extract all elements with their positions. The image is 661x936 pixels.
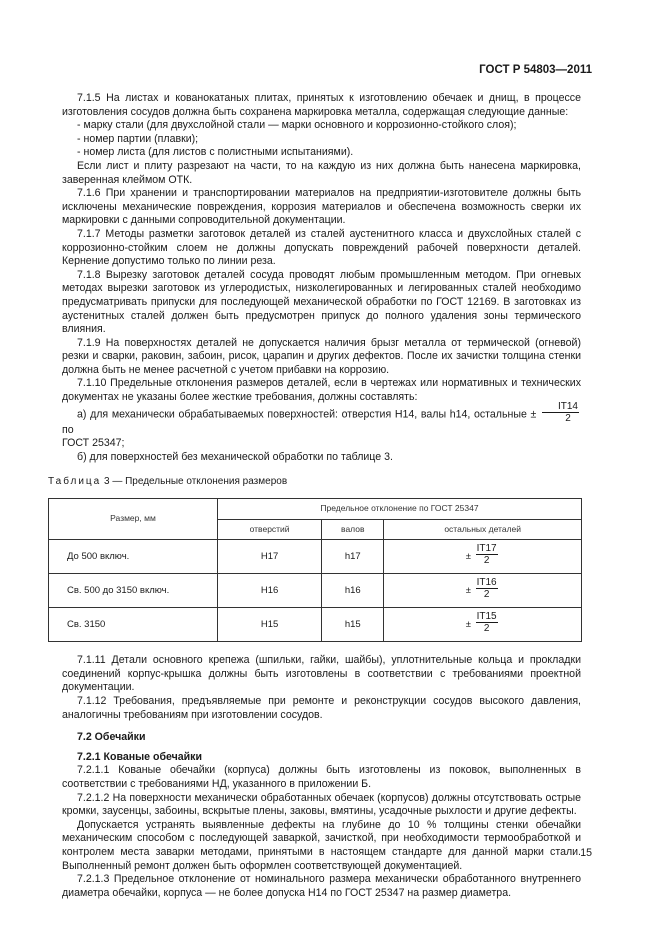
deviation-table <box>48 498 582 642</box>
plus-minus: ± <box>465 619 471 631</box>
paragraph-7-1-10-b: б) для поверхностей без механической обработки по таблице 3. <box>77 450 393 463</box>
header-size: Размер, мм <box>49 499 218 540</box>
header-holes: отверстий <box>218 519 322 540</box>
paragraph-7-2-1-3: 7.2.1.3 Предельное отклонение от номинального размера механически обработанного внутреннего диаметра обечайки, корпуса — не более допуска H14 по ГОСТ 25347 на размер диаметра. <box>62 873 581 899</box>
list-item-steel-grade: - марку стали (для двухслойной стали — марки основного и коррозионно-стойкого слоя); <box>77 119 517 132</box>
cell-size: Св. 500 до 3150 включ. <box>49 574 218 608</box>
subsection-heading-7-2-1: 7.2.1 Кованые обечайки <box>77 750 202 763</box>
table-caption-title: 3 — Предельные отклонения размеров <box>104 476 288 488</box>
fraction-numerator: IT17 <box>476 543 497 555</box>
cell-holes: H17 <box>218 540 322 574</box>
fraction-it16 <box>476 577 498 600</box>
cell-shafts: h17 <box>322 540 384 574</box>
paragraph-7-1-12: 7.1.12 Требования, предъявляемые при ремонте и реконструкции сосудов высокого давления, аналогичны требованиям при изготовлении сосудов. <box>62 695 581 721</box>
table-caption <box>48 475 581 489</box>
list-item-sheet-number: - номер листа (для листов с полистными испытаниями). <box>77 146 354 159</box>
page-number: 15 <box>580 847 592 859</box>
table-row <box>49 540 582 574</box>
paragraph-7-1-7: 7.1.7 Методы разметки заготовок деталей из сталей аустенитного класса и двухслойных сталей с коррозионно-стойким слоем не должны допускать повреждений рабочей поверхности деталей. Кернение допустимо только по линии реза. <box>62 227 581 268</box>
document-header: ГОСТ Р 54803—2011 <box>479 64 592 76</box>
header-other: остальных деталей <box>384 519 582 540</box>
plus-minus: ± <box>465 585 471 597</box>
fraction-it14 <box>542 401 579 424</box>
section-heading-7-2: 7.2 Обечайки <box>77 731 146 744</box>
cell-other <box>384 540 582 574</box>
paragraph-7-1-10-a <box>62 400 581 438</box>
plus-minus: ± <box>465 551 471 563</box>
page-body <box>48 92 581 900</box>
fraction-numerator: IT14 <box>542 401 579 413</box>
list-item-batch-number: - номер партии (плавки); <box>77 132 199 145</box>
fraction-numerator: IT15 <box>476 611 497 623</box>
table-row <box>49 608 582 642</box>
paragraph-7-2-1-2-cont: Допускается устранять выявленные дефекты на глубине до 10 % толщины стенки обечайки механическим способом с последующей заваркой, зачисткой, при необходимости термообработкой и контролем места заварки методами, принятыми в настоящем стандарте для данной марки стали. Выполненный ремонт должен быть оформлен соответствующей документацией. <box>62 818 581 872</box>
paragraph-7-1-11: 7.1.11 Детали основного крепежа (шпильки, гайки, шайбы), уплотнительные кольца и прокладки соединений корпус-крышка должны быть изготовлены в соответствии с требованиями проектной документации. <box>62 654 581 694</box>
paragraph-7-1-10: 7.1.10 Предельные отклонения размеров деталей, если в чертежах или нормативных и технических документах не указаны более жесткие требования, должны составлять: <box>62 377 581 404</box>
paragraph-7-1-9: 7.1.9 На поверхностях деталей не допускается наличия брызг металла от термической (огневой) резки и сварки, раковин, забоин, рисок, царапин и других дефектов. После их зачистки толщина стенки должна быть не менее расчетной с учетом прибавки на коррозию. <box>62 336 581 376</box>
fraction-it17 <box>476 543 498 566</box>
cell-other <box>384 574 582 608</box>
cell-holes: H15 <box>218 608 322 642</box>
paragraph-7-2-1-2: 7.2.1.2 На поверхности механически обработанных обечаек (корпусов) должны отсутствовать острые кромки, заусенцы, забоины, вскрытые плены, заковы, вмятины, усадочные рыхлости и другие дефекты. <box>62 791 581 818</box>
cell-other <box>384 608 582 642</box>
header-shafts: валов <box>322 519 384 540</box>
paragraph-7-1-6: 7.1.6 При хранении и транспортировании материалов на предприятии-изготовителе должны быть исключены механические повреждения, коррозия материалов и обеспечена возможность сверки их маркировки с данными сопроводительной документации. <box>62 187 581 227</box>
item-a-post: по <box>62 423 74 436</box>
fraction-denominator: 2 <box>483 623 490 635</box>
cell-size: Св. 3150 <box>49 608 218 642</box>
fraction-it15 <box>476 611 498 634</box>
paragraph-7-1-8: 7.1.8 Вырезку заготовок деталей сосуда проводят любым промышленным методом. При огневых методах вырезки заготовок из углеродистых, низколегированных и легированных сталей необходимо предусматривать припуски для последующей механической обработки по ГОСТ 12169. В заготовках из аустенитных сталей должен быть предусмотрен припуск до полного удаления зоны термического влияния. <box>62 268 581 336</box>
fraction-denominator: 2 <box>565 412 571 424</box>
cell-holes: H16 <box>218 574 322 608</box>
paragraph-7-1-5: 7.1.5 На листах и кованокатаных плитах, принятых к изготовлению обечаек и днищ, в процессе изготовления сосудов должна быть сохранена маркировка металла, содержащая следующие данные: <box>62 92 581 118</box>
fraction-denominator: 2 <box>483 589 490 601</box>
cell-shafts: h15 <box>322 608 384 642</box>
paragraph-7-2-1-1: 7.2.1.1 Кованые обечайки (корпуса) должны быть изготовлены из поковок, выполненных в соответствии с требованиями НД, указанного в приложении Б. <box>62 764 581 790</box>
fraction-numerator: IT16 <box>476 577 497 589</box>
paragraph-7-1-5-cont: Если лист и плиту разрезают на части, то на каждую из них должна быть нанесена маркировка, заверенная клеймом ОТК. <box>62 159 581 186</box>
cell-shafts: h16 <box>322 574 384 608</box>
fraction-denominator: 2 <box>483 555 490 567</box>
paragraph-7-1-10-a-line2: ГОСТ 25347; <box>62 437 125 450</box>
header-group: Предельное отклонение по ГОСТ 25347 <box>218 499 582 520</box>
cell-size: До 500 включ. <box>49 540 218 574</box>
item-a-text: а) для механически обрабатываемых поверхностей: отверстия H14, валы h14, остальные ± <box>77 407 537 420</box>
table-row <box>49 574 582 608</box>
table-caption-word: Таблица <box>48 476 102 488</box>
